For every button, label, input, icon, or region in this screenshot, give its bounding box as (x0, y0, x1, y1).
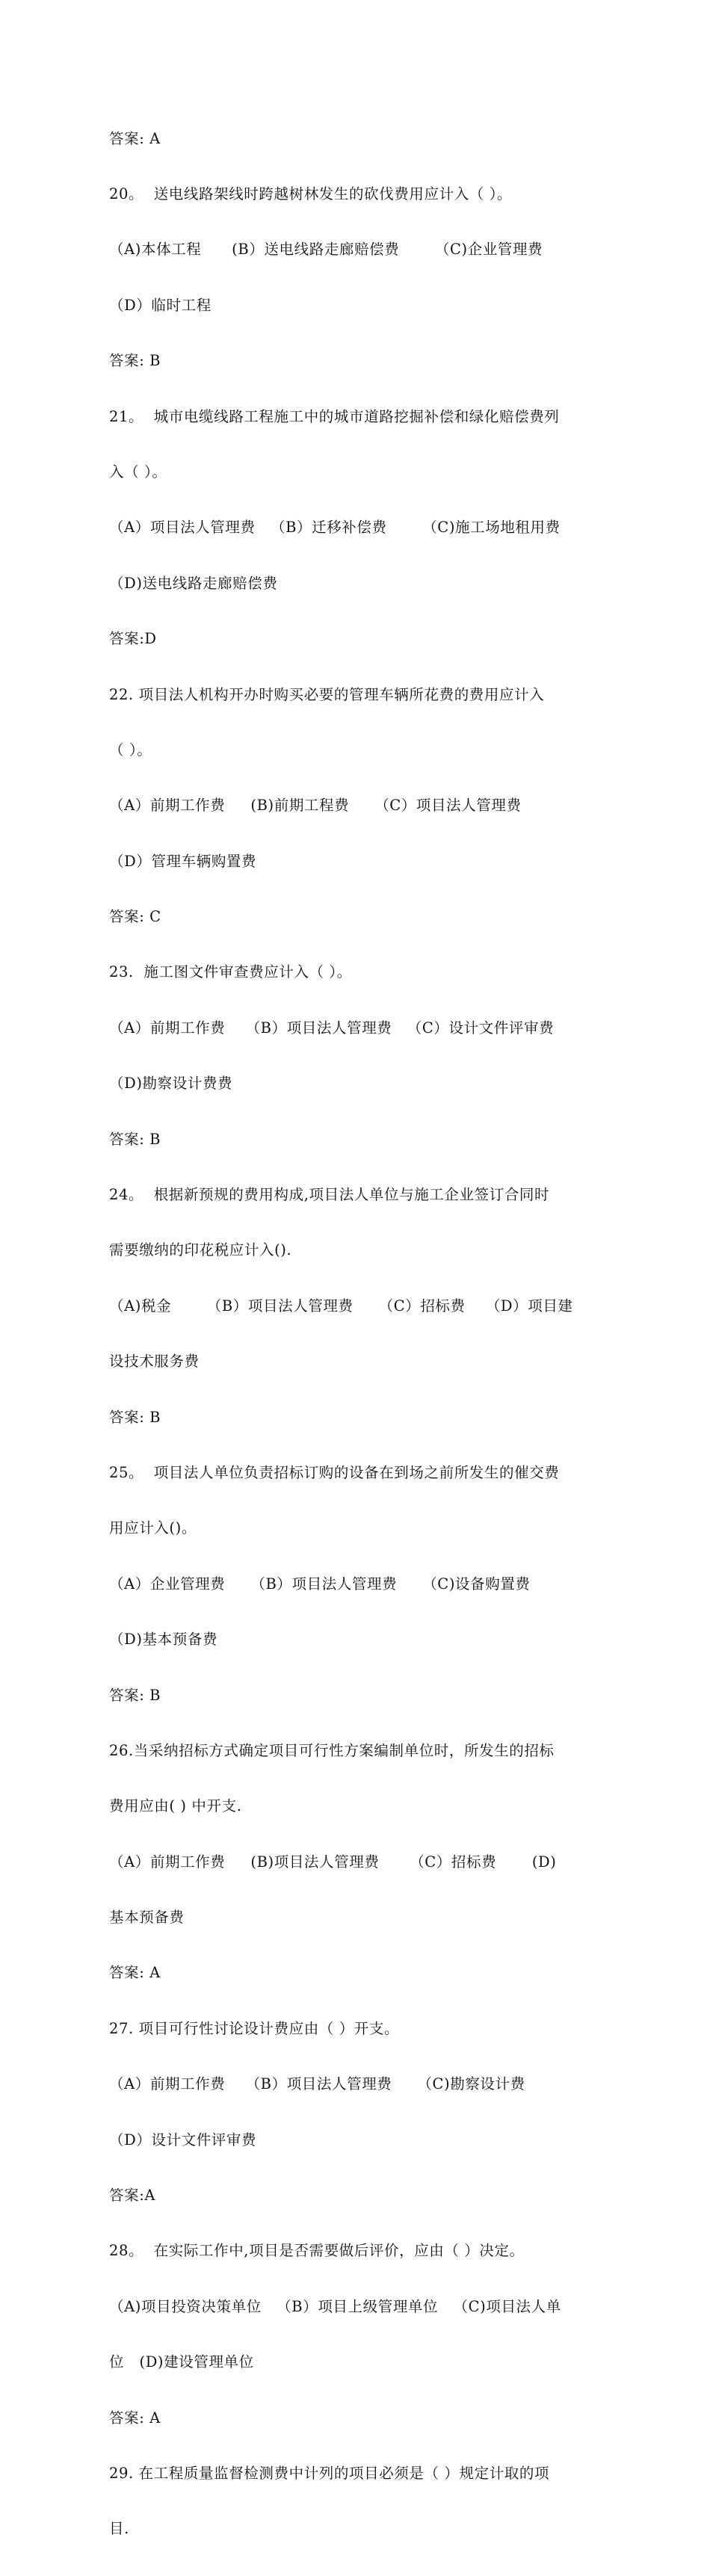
text-line: 位 (D)建设管理单位 (109, 2353, 254, 2371)
text-line: （A）前期工作费 （B）项目法人管理费 （C)勘察设计费 (109, 2075, 525, 2093)
text-line: 答案: B (109, 1408, 161, 1426)
text-line: 答案:D (109, 630, 157, 648)
text-line: 入（ ）。 (109, 463, 167, 481)
text-line: 需要缴纳的印花税应计入(). (109, 1241, 292, 1259)
text-line: 答案: A (109, 2409, 161, 2427)
text-line: （A）企业管理费 （B）项目法人管理费 （C)设备购置费 (109, 1575, 531, 1593)
text-line: （A）前期工作费 (B)前期工程费 （C）项目法人管理费 (109, 797, 522, 815)
text-line: 25。 项目法人单位负责招标订购的设备在到场之前所发生的催交费 (109, 1463, 560, 1481)
text-line: （A）前期工作费 （B）项目法人管理费 （C）设计文件评审费 (109, 1019, 555, 1037)
text-line: 答案: A (109, 1964, 161, 1982)
text-line: 答案: B (109, 1686, 161, 1704)
text-line: （A)本体工程 (B）送电线路走廊赔偿费 （C)企业管理费 (109, 241, 543, 259)
text-line: 24。 根据新预规的费用构成,项目法人单位与施工企业签订合同时 (109, 1186, 550, 1204)
text-line: 答案: C (109, 908, 161, 926)
text-line: （D)基本预备费 (109, 1631, 218, 1649)
text-line: 28。 在实际工作中,项目是否需要做后评价，应由（ ）决定。 (109, 2242, 525, 2260)
text-line: （A)项目投资决策单位 （B）项目上级管理单位 （C)项目法人单 (109, 2297, 561, 2315)
text-line: 答案:A (109, 2187, 156, 2205)
text-line: （A）前期工作费 (B)项目法人管理费 （C）招标费 (D) (109, 1853, 557, 1871)
text-line: （D）管理车辆购置费 (109, 852, 257, 870)
text-line: 答案: A (109, 129, 161, 147)
text-line: （ ）。 (109, 741, 152, 759)
text-line: （D）临时工程 (109, 296, 212, 314)
text-line: 27. 项目可行性讨论设计费应由（ ）开支。 (109, 2019, 400, 2037)
text-line: （A）项目法人管理费 （B）迁移补偿费 （C)施工场地租用费 (109, 519, 561, 537)
text-line: 20。 送电线路架线时跨越树林发生的砍伐费用应计入（ ）。 (109, 185, 513, 203)
text-line: 答案: B (109, 352, 161, 370)
text-line: （D)送电线路走廊赔偿费 (109, 574, 278, 592)
text-line: 目. (109, 2520, 129, 2538)
text-line: 设技术服务费 (109, 1353, 200, 1371)
text-line: 21。 城市电缆线路工程施工中的城市道路挖掘补偿和绿化赔偿费列 (109, 407, 560, 425)
text-line: 基本预备费 (109, 1909, 185, 1927)
text-line: 26.当采纳招标方式确定项目可行性方案编制单位时，所发生的招标 (109, 1741, 555, 1759)
text-line: 22. 项目法人机构开办时购买必要的管理车辆所花费的费用应计入 (109, 685, 545, 703)
text-line: （A)税金 （B）项目法人管理费 （C）招标费 （D）项目建 (109, 1297, 573, 1315)
question-text-block (109, 93, 610, 2576)
text-line: （D）设计文件评审费 (109, 2131, 257, 2149)
text-line: 23. 施工图文件审查费应计入（ ）。 (109, 963, 352, 981)
text-line: 费用应由( ) 中开支. (109, 1797, 242, 1815)
text-line: 29. 在工程质量监督检测费中计列的项目必须是（ ）规定计取的项 (109, 2465, 550, 2482)
text-line: （D)勘察设计费费 (109, 1075, 233, 1093)
text-line: 用应计入()。 (109, 1519, 197, 1537)
text-line: 答案: B (109, 1130, 161, 1148)
